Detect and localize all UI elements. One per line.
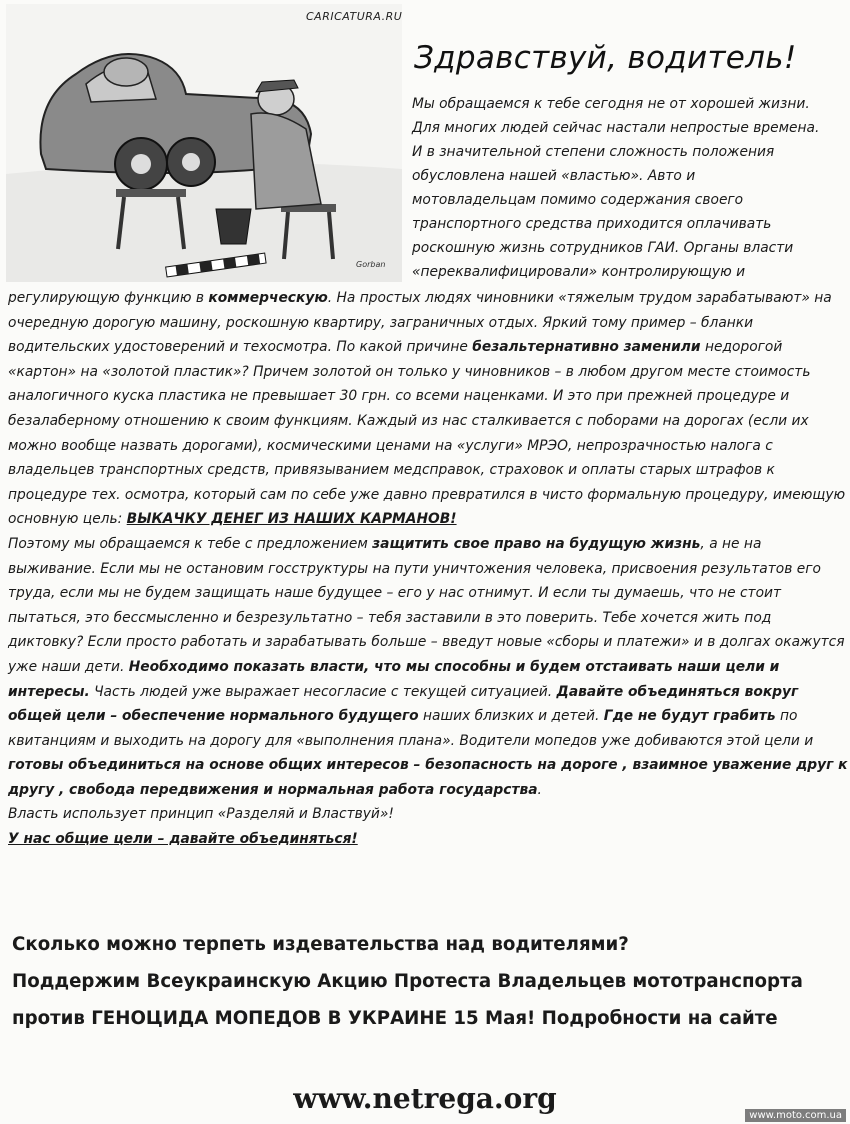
cartoon-signature: Gorban [356, 260, 386, 269]
paragraph-1 [8, 286, 848, 532]
page-heading: Здравствуй, водитель! [414, 40, 797, 76]
intro-line: И в значительной степени сложность положения [412, 144, 775, 160]
text-run: Поэтому мы обращаемся к тебе с предложением [8, 535, 373, 552]
intro-line: Для многих людей сейчас настали непростые времена. [412, 120, 820, 136]
intro-line: обусловлена нашей «властью». Авто и [412, 168, 696, 184]
intro-line: транспортного средства приходится оплачивать [412, 216, 772, 232]
cta-line: Сколько можно терпеть издевательства над водителями? [12, 934, 629, 955]
cartoon-logo-text: CARICATURA.RU [306, 10, 403, 23]
paragraph-2 [8, 532, 848, 803]
cta-line: Поддержим Всеукраинскую Акцию Протеста Владельцев мототранспорта [12, 971, 803, 992]
bold-text: защитить свое право на будущую жизнь [372, 535, 701, 552]
bold-text: готовы объединиться на основе общих интересов – безопасность на дороге , взаимное уважение друг к другу , свобода передвижения и нормальная работа государства [8, 757, 848, 798]
call-to-action [12, 926, 842, 1037]
text-run: Часть людей уже выражает несогласие с текущей ситуацией. [89, 683, 557, 700]
bold-text: коммерческую [208, 290, 328, 306]
main-text [8, 286, 848, 852]
intro-line: роскошную жизнь сотрудников ГАИ. Органы власти [412, 240, 794, 256]
watermark: www.moto.com.ua [745, 1109, 846, 1122]
text-run: . На простых людях чиновники «тяжелым трудом зарабатывают» на очередную дорогую машину, роскошную квартиру, заграничных отдых. Яркий тому пример – бланки водительских удостоверений и техосмотра. По какой причине [8, 290, 832, 356]
intro-line: Мы обращаемся к тебе сегодня не от хорошей жизни. [412, 96, 810, 112]
closing-line-2: У нас общие цели – давайте объединяться! [8, 831, 358, 848]
text-run: . [537, 781, 542, 798]
cta-line: против ГЕНОЦИДА МОПЕДОВ В УКРАИНЕ 15 Мая! Подробности на сайте [12, 1008, 778, 1029]
intro-text [412, 92, 844, 284]
bold-underlined-text: ВЫКАЧКУ ДЕНЕГ ИЗ НАШИХ КАРМАНОВ! [126, 511, 457, 528]
text-run: регулирующую функцию в [8, 290, 209, 306]
bold-text: Где не будут грабить [603, 708, 776, 725]
website-url: www.netrega.org [293, 1082, 557, 1115]
bold-text: безальтернативно заменили [472, 339, 701, 356]
text-run: недорогой «картон» на «золотой пластик»? Причем золотой он только у чиновников – в любом другом месте стоимость аналогичного куска пластика не превышает 30 грн. со всеми наценками. И это при прежней процедуре и безалаберному отношению к своим функциям. Каждый из нас сталкивается с поборами на дорогах (если их можно вообще назвать дорогами), космическими ценами на «услуги» МРЭО, непрозрачностью налога с владельцев транспортных средств, привязыванием медсправок, страховок и оплаты старых штрафов к процедуре тех. осмотра, который сам по себе уже давно превратился в чисто формальную процедуру, имеющую основную цель: [8, 339, 846, 528]
text-run: , а не на выживание. Если мы не остановим госструктуры на пути уничтожения человека, присвоения результатов его труда, если мы не будем защищать наше будущее – его у нас отнимут. И если ты думаешь, что не стоит пытаться, это бессмысленно и безрезультатно – тебя заставили в это поверить. Тебе хочется жить под диктовку? Если просто работать и зарабатывать больше – введут новые «сборы и платежи» и в долгах окажутся уже наши дети. [8, 535, 845, 675]
text-run: по квитанциям и выходить на дорогу для «выполнения плана». Водители мопедов уже добиваются этой цели и [8, 708, 814, 749]
caricature-illustration [6, 4, 402, 282]
closing-line-1: Власть использует принцип «Разделяй и Властвуй»! [8, 806, 394, 823]
text-run: наших близких и детей. [418, 708, 604, 725]
bold-text: Давайте объединяться вокруг общей цели – обеспечение нормального будущего [8, 683, 799, 725]
bold-text: Необходимо показать власти, что мы способны и будем отстаивать наши цели и интересы. [8, 658, 780, 700]
caricature-drawing [6, 4, 402, 282]
intro-line: «переквалифицировали» контролирующую и [412, 264, 746, 280]
intro-line: мотовладельцам помимо содержания своего [412, 192, 744, 208]
